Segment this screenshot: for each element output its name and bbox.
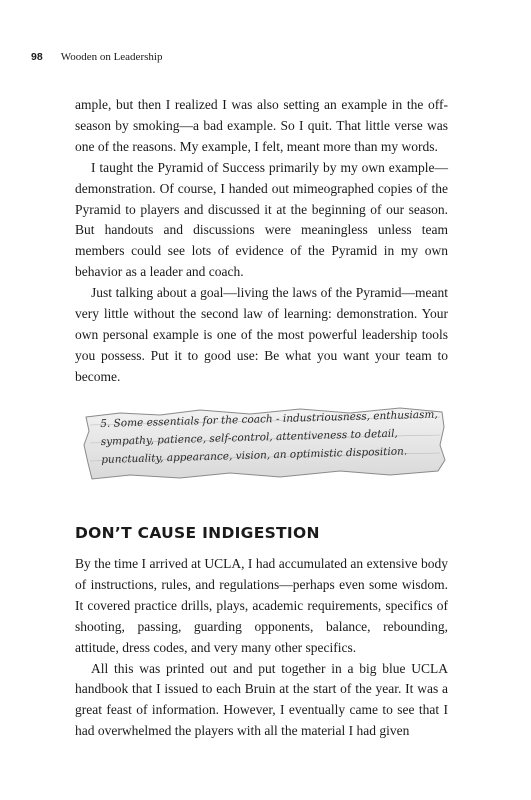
handwritten-note-scrap [80, 405, 448, 480]
section-heading: DON’T CAUSE INDIGESTION [75, 524, 320, 542]
text-block-1 [75, 95, 448, 388]
paragraph: ample, but then I realized I was also setting an example in the off-season by smoking—a bad example. So I quit. That little verse was one of the reasons. My example, I felt, meant more than my words. [75, 97, 448, 154]
running-head [31, 51, 162, 63]
handwritten-note-text: 5. Some essentials for the coach - industriousness, enthusiasm, sympathy, patience, self-control, attentiveness to detail, punctuality, appearance, vision, an optimistic disposition. [100, 408, 438, 466]
text-block-2 [75, 554, 448, 742]
book-title: Wooden on Leadership [60, 51, 163, 63]
paragraph: I taught the Pyramid of Success primarily by my own example—demonstration. Of course, I handed out mimeographed copies of the Pyramid to players and discussed it at the beginning of our season. But handouts and discussions were meaningless unless team members could see lots of evidence of the Pyramid in my own behavior as a leader and coach. [75, 159, 448, 280]
paragraph: By the time I arrived at UCLA, I had accumulated an extensive body of instructions, rules, and regulations—perhaps even some wisdom. It covered practice drills, plays, academic requirements, specifics of shooting, passing, guarding opponents, balance, rebounding, attitude, dress codes, and very many other specifics. [75, 556, 448, 655]
paragraph: Just talking about a goal—living the laws of the Pyramid—meant very little without the second law of learning: demonstration. Your own personal example is one of the most powerful leadership tools you possess. Put it to good use: Be what you want your team to become. [75, 285, 448, 384]
paragraph: All this was printed out and put together in a big blue UCLA handbook that I issued to each Bruin at the start of the year. It was a great feast of information. However, I eventually came to see that I had overwhelmed the players with all the material I had given [75, 660, 448, 739]
page-number: 98 [31, 51, 43, 63]
